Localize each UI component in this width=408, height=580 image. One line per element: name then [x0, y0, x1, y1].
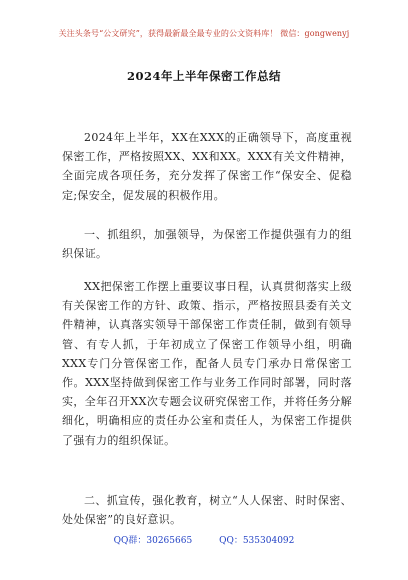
paragraph-text: 2024年上半年，XX在XXX的正确领导下，高度重视保密工作，严格按照XX、XX和XX。XXX有关文件精神，全面完成各项任务，充分发挥了保密工作“保安全、促稳定;保安全，促发展的积极作用。: [62, 131, 352, 202]
footer-qq: QQ：535304092: [219, 536, 295, 546]
footer-qq-group: QQ群：30265665: [113, 536, 193, 546]
header-promo-note: 关注头条号“公文研究”，获得最新最全最专业的公文资料库！ 微信：gongwenyj: [58, 29, 350, 38]
document-title: 2024年上半年保密工作总结: [126, 69, 281, 83]
paragraph-text: 二、抓宣传，强化教育，树立“人人保密、时时保密、处处保密”的良好意识。: [62, 494, 352, 527]
footer-contact: [0, 533, 408, 546]
paragraph-text: XX把保密工作摆上重要议事日程，认真贯彻落实上级有关保密工作的方针、政策、指示，严格按照县委有关文件精神，认真落实领导干部保密工作责任制，做到有领导管、有专人抓，于年初成立了保密工作领导小组，明确XXX专门分管保密工作，配备人员专门承办日常保密工作。XXX坚持做到保密工作与业务工作同时部署，同时落实，全年召开XX次专题会议研究保密工作，并将任务分解细化，明确相应的责任办公室和责任人，为保密工作提供了强有力的组织保证。: [62, 280, 352, 447]
paragraph-section-2-heading: [62, 491, 352, 529]
paragraph-intro: [62, 128, 352, 205]
paragraph-section-1-body: [62, 277, 352, 450]
paragraph-section-1-heading: [62, 225, 352, 263]
paragraph-text: 一、抓组织，加强领导，为保密工作提供强有力的组织保证。: [62, 228, 352, 261]
